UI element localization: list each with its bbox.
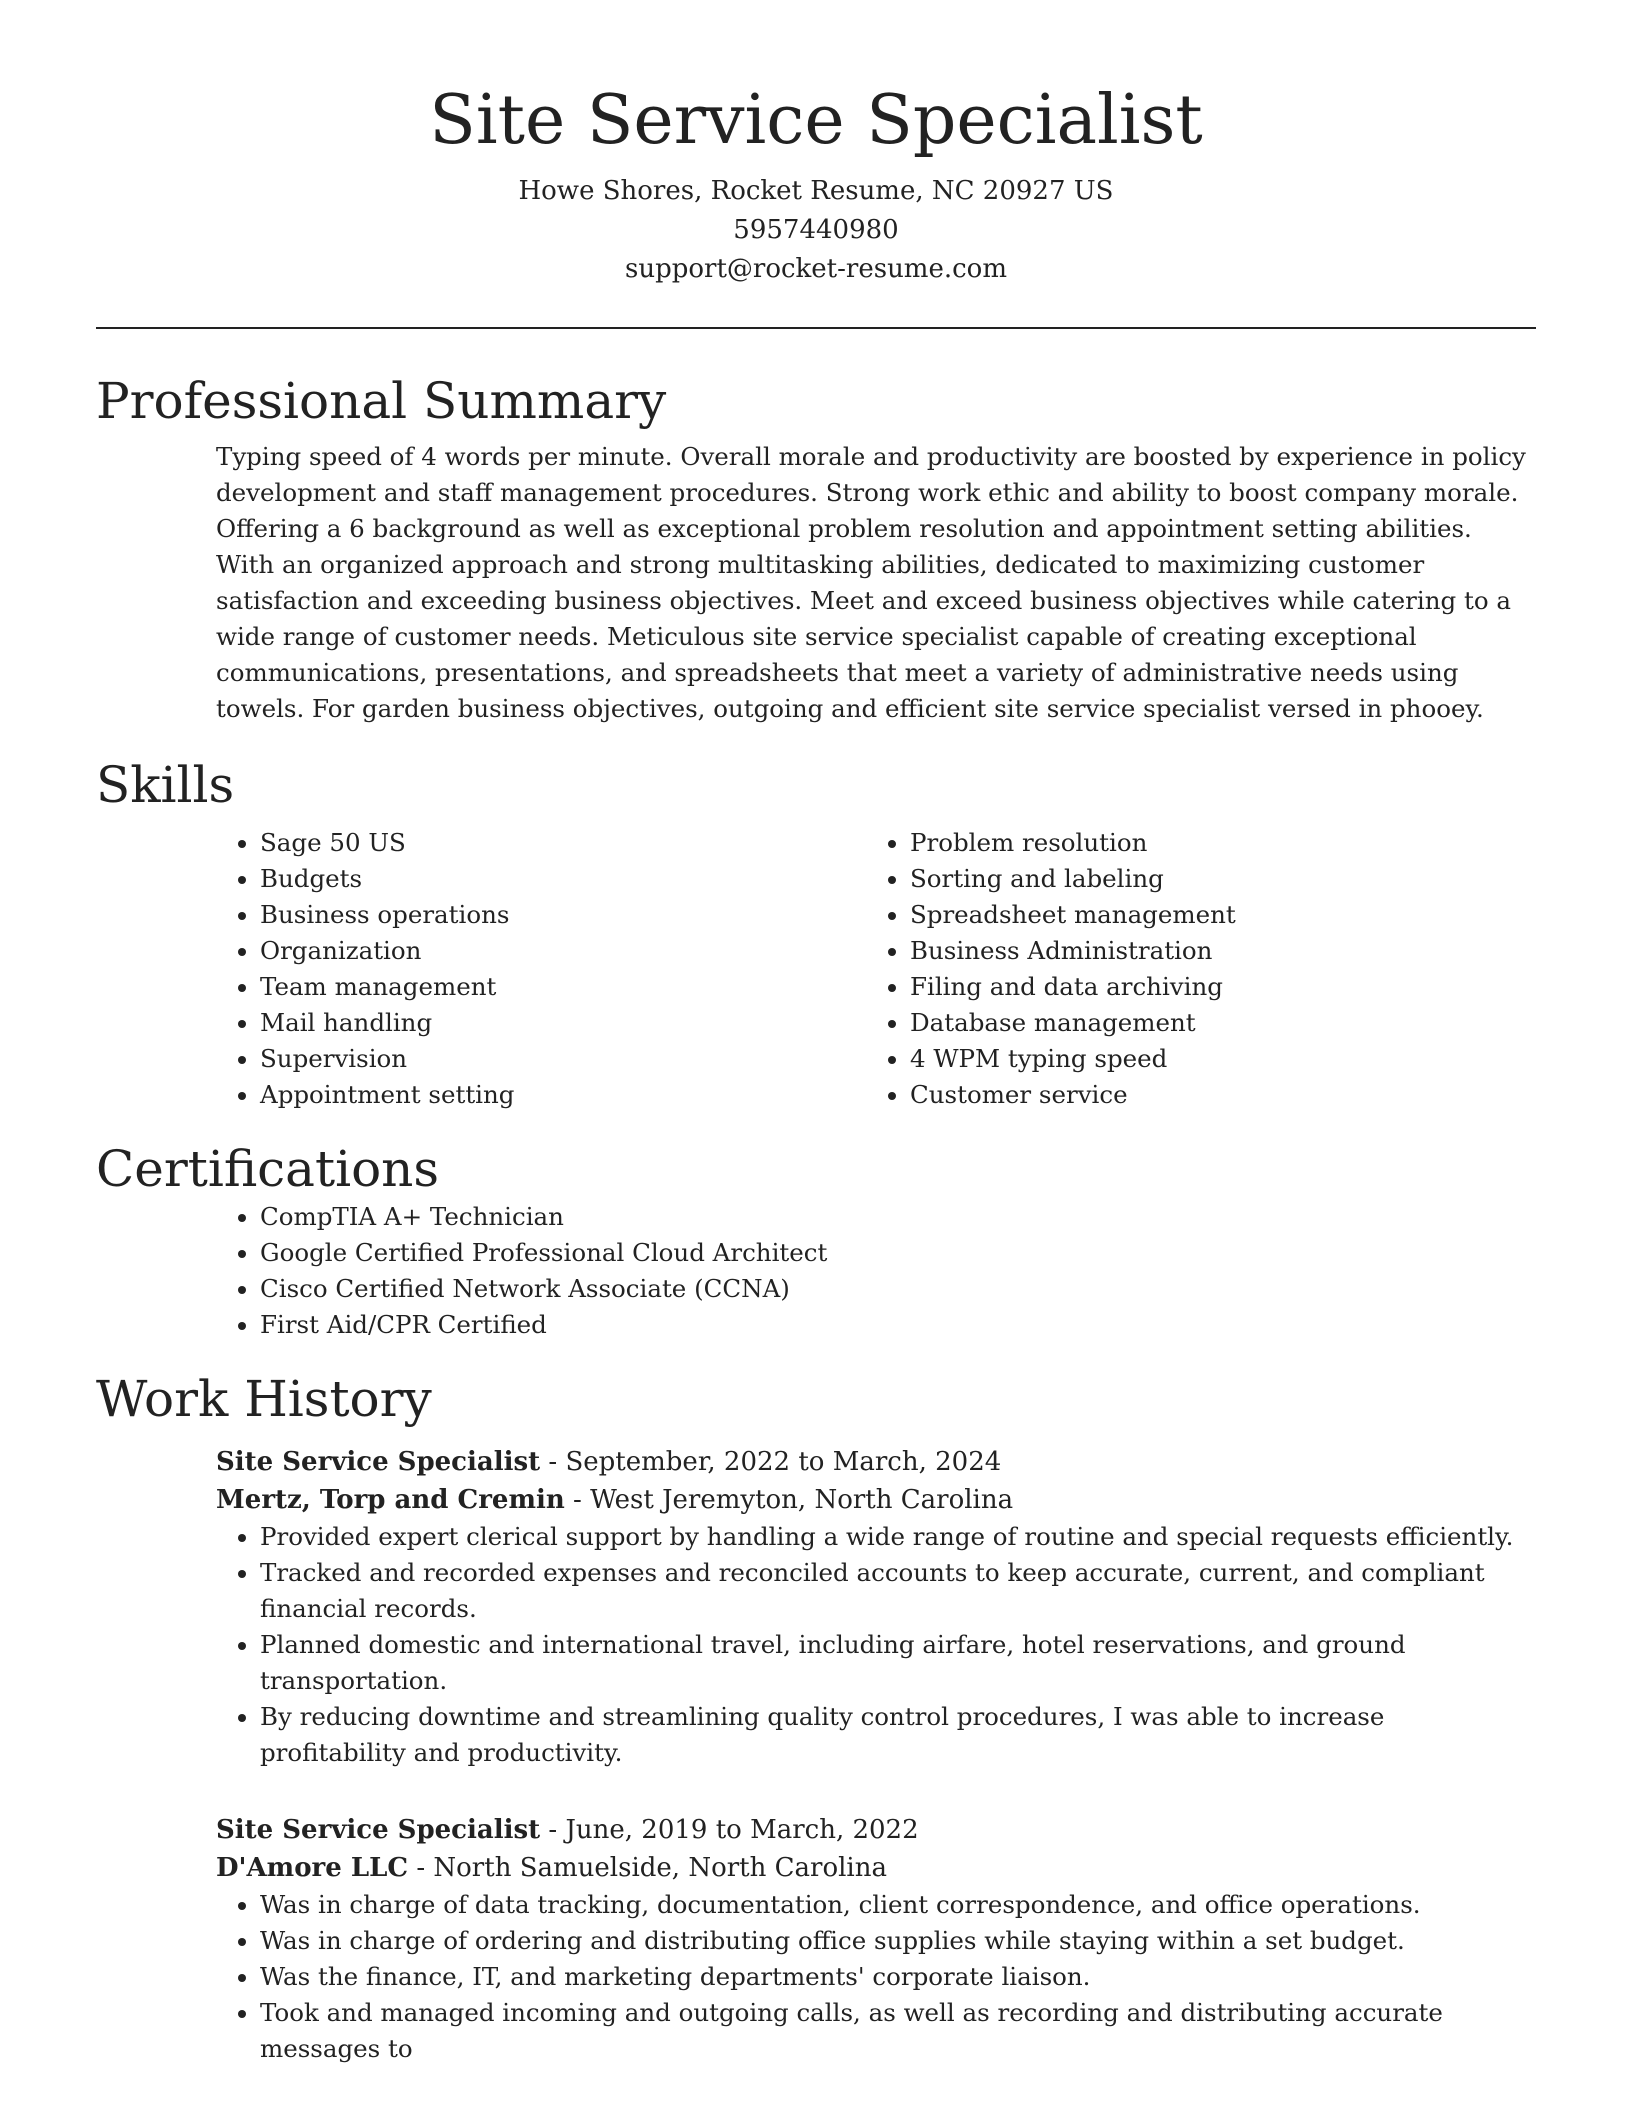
certification-item: • CompTIA A+ Technician xyxy=(260,1199,1536,1235)
job-duty-item: • Provided expert clerical support by handling a wide range of routine and special requests efficiently. xyxy=(260,1519,1536,1555)
skill-item: • Business operations xyxy=(260,897,866,933)
candidate-title: Site Service Specialist xyxy=(429,81,1203,160)
job-duty-item: • Was in charge of ordering and distributing office supplies while staying within a set budget. xyxy=(260,1923,1536,1959)
resume-page xyxy=(96,0,1536,2067)
summary-heading: Professional Summary xyxy=(96,371,667,430)
job-location: - West Jeremyton, North Carolina xyxy=(564,1484,1014,1515)
job-duty-item: • Was the finance, IT, and marketing departments' corporate liaison. xyxy=(260,1959,1536,1995)
job-company-line xyxy=(216,1481,1536,1519)
job-duties xyxy=(216,1519,1536,1771)
certifications-section xyxy=(96,1139,1536,1343)
summary-text: Typing speed of 4 words per minute. Overall morale and productivity are boosted by experience in policy development and staff management procedures. Strong work ethic and ability to boost company morale. Offering a 6 background as well as exceptional problem resolution and appointment setting abilities. With an organized approach and strong multitasking abilities, dedicated to maximizing customer satisfaction and exceeding business objectives. Meet and exceed business objectives while catering to a wide range of customer needs. Meticulous site service specialist capable of creating exceptional communications, presentations, and spreadsheets that meet a variety of administrative needs using towels. For garden business objectives, outgoing and efficient site service specialist versed in phooey. xyxy=(216,441,1526,723)
skill-item: • Budgets xyxy=(260,861,866,897)
skills-column-right xyxy=(866,825,1516,1113)
skills-column-left xyxy=(216,825,866,1113)
skill-item: • Sorting and labeling xyxy=(910,861,1516,897)
job-dates: - September, 2022 to March, 2024 xyxy=(540,1446,1002,1477)
certification-item: • Google Certified Professional Cloud Architect xyxy=(260,1235,1536,1271)
skill-item: • Mail handling xyxy=(260,1005,866,1041)
job-role-line xyxy=(216,1811,1536,1849)
skill-item: • Sage 50 US xyxy=(260,825,866,861)
job-role-line xyxy=(216,1443,1536,1481)
certifications-heading: Certifications xyxy=(96,1139,440,1198)
job-entry xyxy=(216,1811,1536,2067)
job-duty-item: • By reducing downtime and streamlining quality control procedures, I was able to increase profitability and productivity. xyxy=(260,1699,1536,1771)
certification-item: • Cisco Certified Network Associate (CCNA) xyxy=(260,1271,1536,1307)
skills-section xyxy=(96,755,1536,1113)
job-duty-item: • Planned domestic and international travel, including airfare, hotel reservations, and ground transportation. xyxy=(260,1627,1536,1699)
work-history-section xyxy=(96,1369,1536,2067)
resume-header xyxy=(96,0,1536,289)
job-location: - North Samuelside, North Carolina xyxy=(408,1852,887,1883)
job-duty-item: • Tracked and recorded expenses and reconciled accounts to keep accurate, current, and compliant financial records. xyxy=(260,1555,1536,1627)
job-duty-item: • Took and managed incoming and outgoing calls, as well as recording and distributing accurate messages to xyxy=(260,1995,1536,2067)
skill-item: • Filing and data archiving xyxy=(910,969,1516,1005)
job-role: Site Service Specialist xyxy=(216,1446,541,1477)
skill-item: • Supervision xyxy=(260,1041,866,1077)
contact-address: Howe Shores, Rocket Resume, NC 20927 US xyxy=(518,175,1114,206)
contact-block xyxy=(96,172,1536,289)
skills-grid xyxy=(216,825,1536,1113)
job-duties xyxy=(216,1887,1536,2067)
summary-section xyxy=(96,371,1536,727)
work-history-heading: Work History xyxy=(96,1369,432,1428)
header-divider xyxy=(96,327,1536,329)
job-company: Mertz, Torp and Cremin xyxy=(216,1484,565,1515)
job-company: D'Amore LLC xyxy=(216,1852,409,1883)
contact-email: support@rocket-resume.com xyxy=(624,253,1007,284)
skill-item: • Business Administration xyxy=(910,933,1516,969)
skill-item: • Spreadsheet management xyxy=(910,897,1516,933)
job-role: Site Service Specialist xyxy=(216,1814,541,1845)
contact-phone: 5957440980 xyxy=(733,214,899,245)
skill-item: • Database management xyxy=(910,1005,1516,1041)
skill-item: • Organization xyxy=(260,933,866,969)
skill-item: • Problem resolution xyxy=(910,825,1516,861)
certification-item: • First Aid/CPR Certified xyxy=(260,1307,1536,1343)
skill-item: • Appointment setting xyxy=(260,1077,866,1113)
job-dates: - June, 2019 to March, 2022 xyxy=(540,1814,919,1845)
skill-item: • Customer service xyxy=(910,1077,1516,1113)
certifications-list xyxy=(216,1199,1536,1343)
skill-item: • Team management xyxy=(260,969,866,1005)
skills-heading: Skills xyxy=(96,755,235,814)
job-duty-item: • Was in charge of data tracking, documentation, client correspondence, and office operations. xyxy=(260,1887,1536,1923)
job-company-line xyxy=(216,1849,1536,1887)
skill-item: • 4 WPM typing speed xyxy=(910,1041,1516,1077)
job-entry xyxy=(216,1443,1536,1771)
